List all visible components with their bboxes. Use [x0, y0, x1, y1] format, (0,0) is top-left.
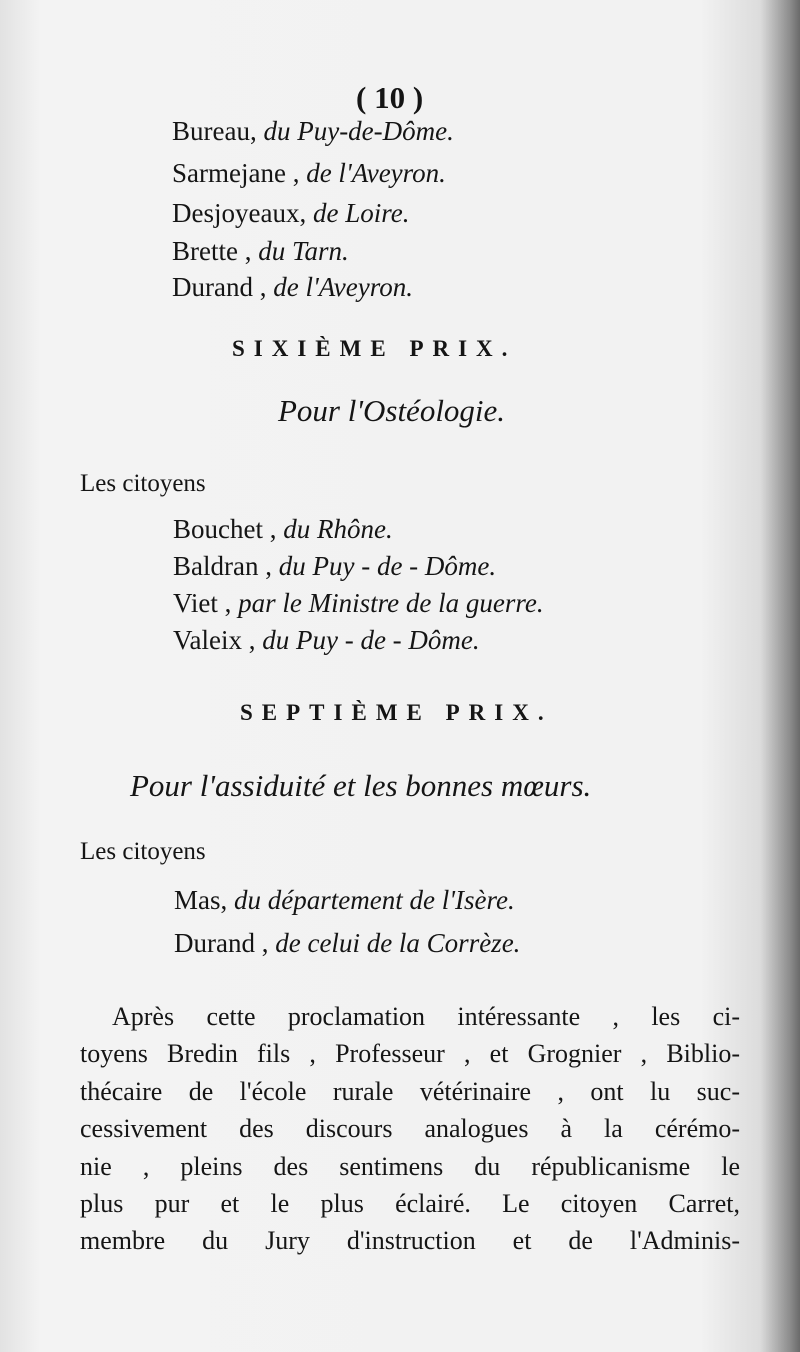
paragraph-line: membre du Jury d'instruction et de l'Adminis-	[80, 1226, 740, 1256]
winner-entry: Baldran , du Puy - de - Dôme.	[173, 551, 497, 581]
winner-entry: Valeix , du Puy - de - Dôme.	[173, 625, 480, 655]
winner-place: du département de l'Isère.	[234, 885, 515, 915]
paragraph-line: Après cette proclamation intéressante , les ci-	[112, 1002, 740, 1031]
winner-place: du Puy - de - Dôme.	[262, 625, 480, 655]
entry-name: Durand	[172, 272, 253, 302]
prize-subject: Pour l'Ostéologie.	[278, 393, 506, 428]
list-entry: Desjoyeaux, de Loire.	[172, 198, 410, 228]
list-entry: Durand , de l'Aveyron.	[172, 272, 413, 302]
winner-place: du Puy - de - Dôme.	[278, 551, 497, 581]
entry-place: de Loire.	[312, 198, 410, 228]
entry-place: de l'Aveyron.	[273, 272, 413, 302]
winner-entry: Viet , par le Ministre de la guerre.	[173, 588, 544, 618]
page-number: ( 10 )	[356, 80, 424, 115]
winner-entry: Durand , de celui de la Corrèze.	[174, 928, 521, 958]
entry-name: Brette	[172, 236, 238, 266]
list-entry: Sarmejane , de l'Aveyron.	[172, 158, 446, 188]
entry-name: Bureau	[172, 116, 250, 146]
paragraph-line: toyens Bredin fils , Professeur , et Grognier , Biblio-	[80, 1039, 740, 1069]
winner-name: Bouchet	[173, 514, 263, 544]
list-entry: Brette , du Tarn.	[172, 236, 349, 266]
winner-entry: Bouchet , du Rhône.	[173, 514, 393, 544]
paragraph-line: nie , pleins des sentimens du républicanisme le	[80, 1151, 740, 1181]
paragraph-line: thécaire de l'école rurale vétérinaire , ont lu suc-	[80, 1076, 740, 1106]
entry-place: du Tarn.	[258, 236, 349, 266]
winner-entry: Mas, du département de l'Isère.	[174, 885, 515, 915]
winner-place: du Rhône.	[283, 514, 393, 544]
prize-lead: Les citoyens	[80, 838, 206, 865]
entry-place: de l'Aveyron.	[306, 158, 446, 188]
prize-subject: Pour l'assiduité et les bonnes mœurs.	[130, 768, 592, 803]
body-paragraph	[80, 998, 740, 1260]
entry-place: du Puy-de-Dôme.	[263, 116, 454, 146]
winner-name: Mas	[174, 885, 221, 915]
winner-place: de celui de la Corrèze.	[275, 928, 521, 958]
winner-name: Durand	[174, 928, 255, 958]
paragraph-line: cessivement des discours analogues à la cérémo-	[80, 1114, 740, 1144]
winner-name: Baldran	[173, 551, 259, 581]
winner-name: Viet	[173, 588, 218, 618]
paragraph-line: plus pur et le plus éclairé. Le citoyen Carret,	[80, 1188, 740, 1218]
prize-heading: SIXIÈME PRIX.	[232, 336, 517, 361]
entry-name: Desjoyeaux	[172, 198, 300, 228]
winner-name: Valeix	[173, 625, 242, 655]
prize-lead: Les citoyens	[80, 470, 206, 497]
winner-place: par le Ministre de la guerre.	[238, 588, 544, 618]
prize-heading: SEPTIÈME PRIX.	[240, 700, 553, 725]
entry-name: Sarmejane	[172, 158, 286, 188]
list-entry: Bureau, du Puy-de-Dôme.	[172, 116, 454, 146]
